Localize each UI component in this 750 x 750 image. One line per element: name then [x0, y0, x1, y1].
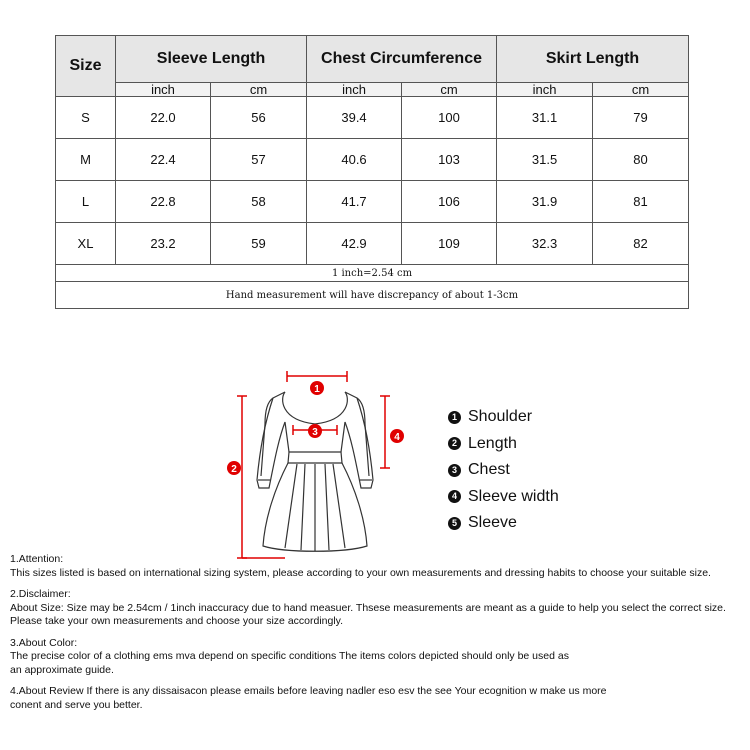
value-cell: 41.7 [307, 181, 402, 223]
unit-row [56, 83, 689, 97]
legend-item-shoulder [448, 404, 559, 431]
value-cell: 22.4 [116, 139, 211, 181]
disclaimer-title: 2.Disclaimer: [10, 588, 71, 600]
legend-number-badge: 2 [448, 437, 461, 450]
value-cell: 57 [211, 139, 307, 181]
review-text-line1: 4.About Review If there is any dissaisacon please emails before leaving nadler eso esv the see Your ecognition w make us more [10, 685, 607, 697]
dress-illustration [225, 368, 415, 568]
legend-number-badge: 1 [448, 411, 461, 424]
value-cell: 56 [211, 97, 307, 139]
value-cell: 82 [593, 223, 689, 265]
value-cell: 81 [593, 181, 689, 223]
legend-item-sleeve [448, 510, 559, 537]
unit-cell: cm [593, 83, 689, 97]
legend-number-badge: 5 [448, 517, 461, 530]
header-sleeve-length: Sleeve Length [116, 36, 307, 83]
value-cell: 22.0 [116, 97, 211, 139]
value-cell: 59 [211, 223, 307, 265]
legend-item-sleeve-width [448, 484, 559, 511]
legend-label: Chest [468, 461, 510, 479]
attention-text: This sizes listed is based on international sizing system, please according to your own measurements and dressing habits to choose your suitable size. [10, 566, 711, 579]
color-note [10, 637, 745, 678]
value-cell: 31.5 [497, 139, 593, 181]
table-row [56, 139, 689, 181]
discrepancy-note-row [56, 282, 689, 309]
value-cell: 58 [211, 181, 307, 223]
disclaimer-text-line1: About Size: Size may be 2.54cm / 1inch inaccuracy due to hand measuer. Thsese measurements are meant as a guide to help you select the correct size. [10, 601, 726, 614]
disclaimer-text-line2: Please take your own measurements and choose your size accordingly. [10, 615, 344, 627]
size-cell: M [56, 139, 116, 181]
size-cell: S [56, 97, 116, 139]
attention-note [10, 553, 745, 580]
value-cell: 103 [402, 139, 497, 181]
marker-2-label: 2 [231, 464, 237, 475]
notes-section [10, 553, 745, 720]
conversion-note: 1 inch=2.54 cm [56, 265, 689, 282]
legend-number-badge: 3 [448, 464, 461, 477]
legend-label: Shoulder [468, 408, 533, 426]
size-cell: L [56, 181, 116, 223]
value-cell: 42.9 [307, 223, 402, 265]
value-cell: 80 [593, 139, 689, 181]
value-cell: 31.1 [497, 97, 593, 139]
value-cell: 23.2 [116, 223, 211, 265]
table-header-row [56, 36, 689, 83]
header-chest-circumference: Chest Circumference [307, 36, 497, 83]
unit-cell: inch [307, 83, 402, 97]
marker-3-label: 3 [312, 427, 318, 438]
dress-measurement-diagram [225, 368, 415, 568]
value-cell: 79 [593, 97, 689, 139]
value-cell: 40.6 [307, 139, 402, 181]
discrepancy-note: Hand measurement will have discrepancy of about 1-3cm [56, 282, 689, 309]
value-cell: 39.4 [307, 97, 402, 139]
marker-4-label: 4 [394, 432, 400, 443]
unit-cell: inch [116, 83, 211, 97]
legend-item-chest [448, 457, 559, 484]
value-cell: 109 [402, 223, 497, 265]
size-cell: XL [56, 223, 116, 265]
value-cell: 31.9 [497, 181, 593, 223]
disclaimer-note [10, 588, 745, 629]
review-text-line2: conent and serve you better. [10, 698, 143, 711]
unit-cell: cm [211, 83, 307, 97]
color-title: 3.About Color: [10, 636, 78, 649]
legend-label: Sleeve width [468, 487, 559, 505]
size-chart-table [55, 35, 689, 309]
color-text-line2: an approximate guide. [10, 663, 114, 676]
value-cell: 22.8 [116, 181, 211, 223]
legend-item-length [448, 431, 559, 458]
header-skirt-length: Skirt Length [497, 36, 689, 83]
measurement-legend [448, 404, 559, 537]
review-note [10, 685, 745, 712]
value-cell: 106 [402, 181, 497, 223]
legend-label: Sleeve [468, 514, 517, 532]
table-row [56, 223, 689, 265]
conversion-note-row [56, 265, 689, 282]
color-text-line1: The precise color of a clothing ems mva depend on specific conditions The items colors depicted should only be used as [10, 650, 569, 662]
legend-label: Length [468, 434, 517, 452]
table-row [56, 97, 689, 139]
value-cell: 32.3 [497, 223, 593, 265]
dress-outline [257, 392, 373, 551]
marker-badges [227, 381, 404, 475]
unit-cell: inch [497, 83, 593, 97]
measurement-lines [237, 371, 390, 558]
table-row [56, 181, 689, 223]
header-size: Size [56, 36, 116, 97]
value-cell: 100 [402, 97, 497, 139]
legend-number-badge: 4 [448, 490, 461, 503]
marker-1-label: 1 [314, 384, 320, 395]
unit-cell: cm [402, 83, 497, 97]
attention-title: 1.Attention: [10, 553, 64, 565]
